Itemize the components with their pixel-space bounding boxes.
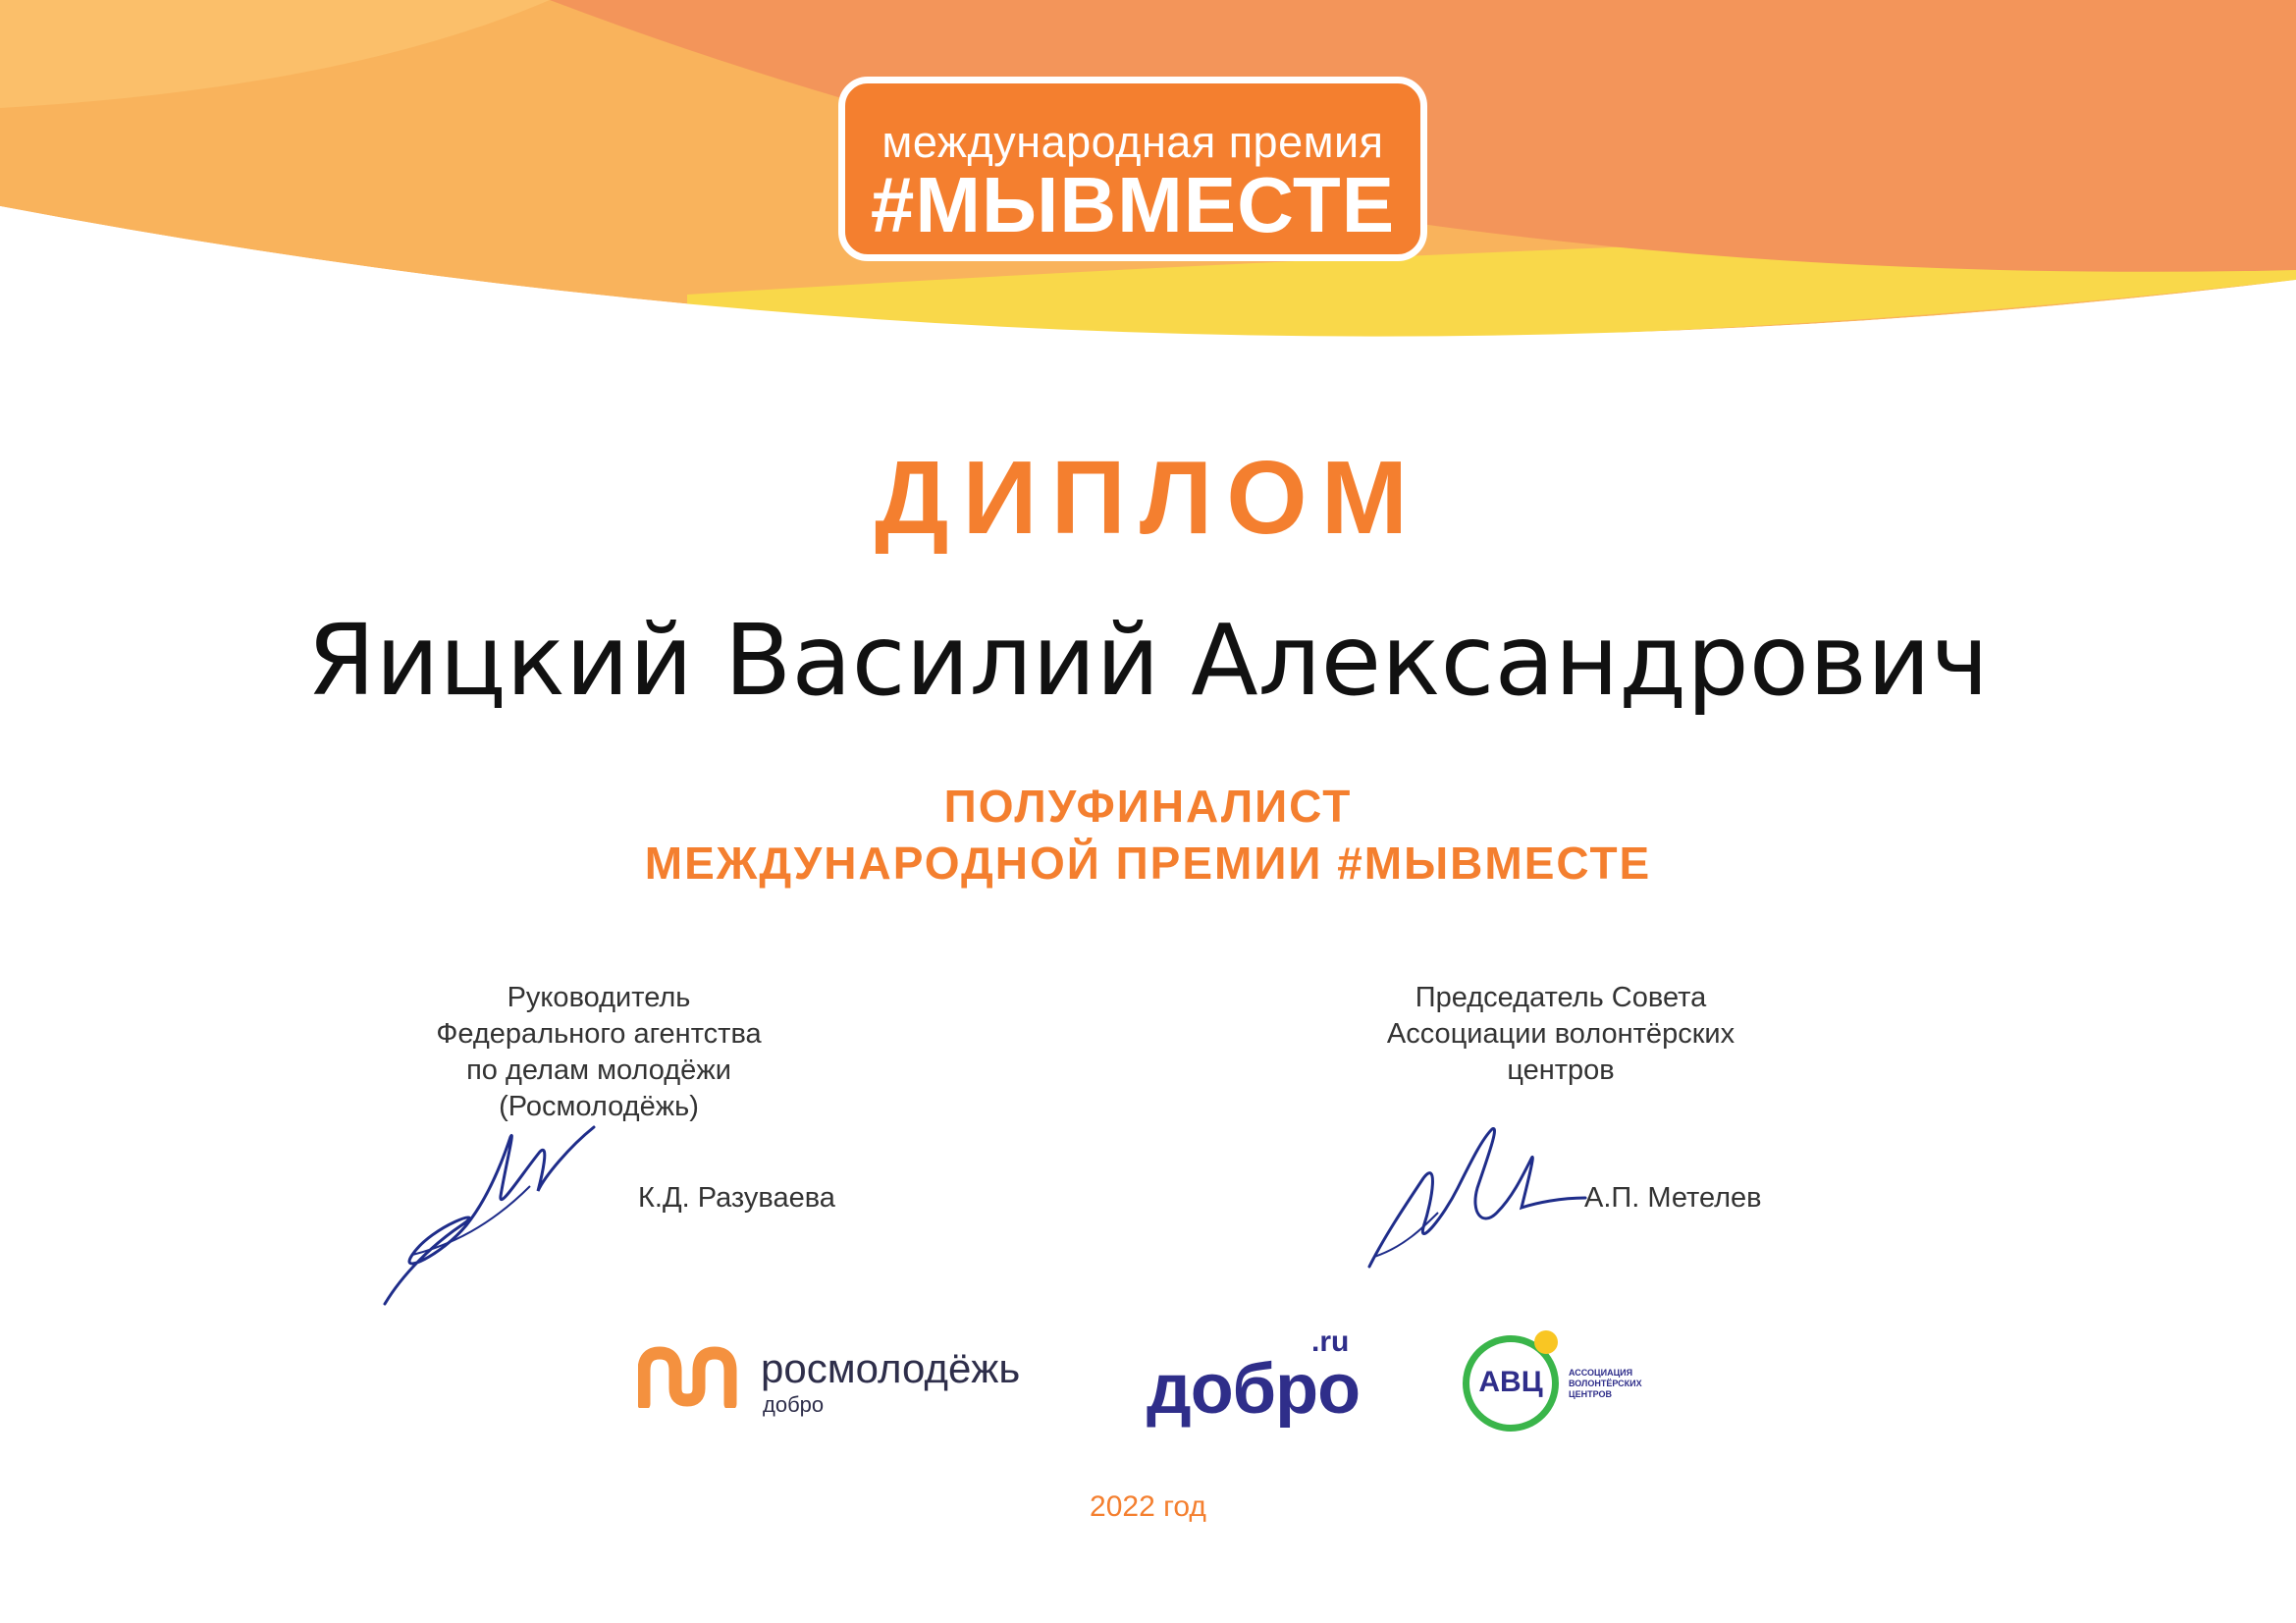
role-line: Ассоциации волонтёрских (1386, 1018, 1735, 1050)
role-line: Председатель Совета (1415, 982, 1707, 1013)
signatory-right-role (1315, 980, 1806, 1089)
signatory-left-role (353, 980, 844, 1125)
role-line: Федерального агентства (436, 1018, 762, 1050)
signatory-right-name: А.П. Метелев (1584, 1182, 1762, 1214)
dobro-logo (1147, 1325, 1372, 1434)
avc-full-name: АССОЦИАЦИЯ ВОЛОНТЁРСКИХ ЦЕНТРОВ (1569, 1368, 1642, 1399)
diploma-title: ДИПЛОМ (874, 440, 1421, 556)
rosmolodezh-sub: добро (763, 1392, 825, 1417)
issue-year: 2022 год (1090, 1490, 1206, 1523)
avc-sun-icon (1534, 1330, 1558, 1354)
dobro-domain: .ru (1311, 1325, 1350, 1358)
status-line-1: ПОЛУФИНАЛИСТ (943, 781, 1353, 832)
signatory-left-name: К.Д. Разуваева (638, 1182, 835, 1214)
rosmolodezh-name: росмолодёжь (761, 1345, 1021, 1391)
signature-left (373, 1108, 609, 1319)
rosmolodezh-mark-icon (638, 1345, 746, 1408)
rosmolodezh-logo (638, 1345, 1060, 1417)
logo-subtitle: международная премия (881, 117, 1384, 167)
role-line: центров (1507, 1055, 1615, 1086)
award-status (0, 778, 2296, 892)
award-logo (838, 77, 1427, 261)
status-line-2: МЕЖДУНАРОДНОЙ ПРЕМИИ #МЫВМЕСТЕ (644, 838, 1652, 889)
logo-hashtag: #МЫВМЕСТЕ (870, 161, 1396, 248)
avc-logo (1463, 1330, 1669, 1438)
signature-right (1364, 1119, 1590, 1281)
dobro-wordmark: добро (1147, 1350, 1361, 1429)
avc-abbreviation: АВЦ (1478, 1366, 1543, 1398)
recipient-name: Яицкий Василий Александрович (307, 603, 1989, 718)
role-line: Руководитель (507, 982, 691, 1013)
role-line: (Росмолодёжь) (499, 1091, 699, 1122)
role-line: по делам молодёжи (466, 1055, 731, 1086)
